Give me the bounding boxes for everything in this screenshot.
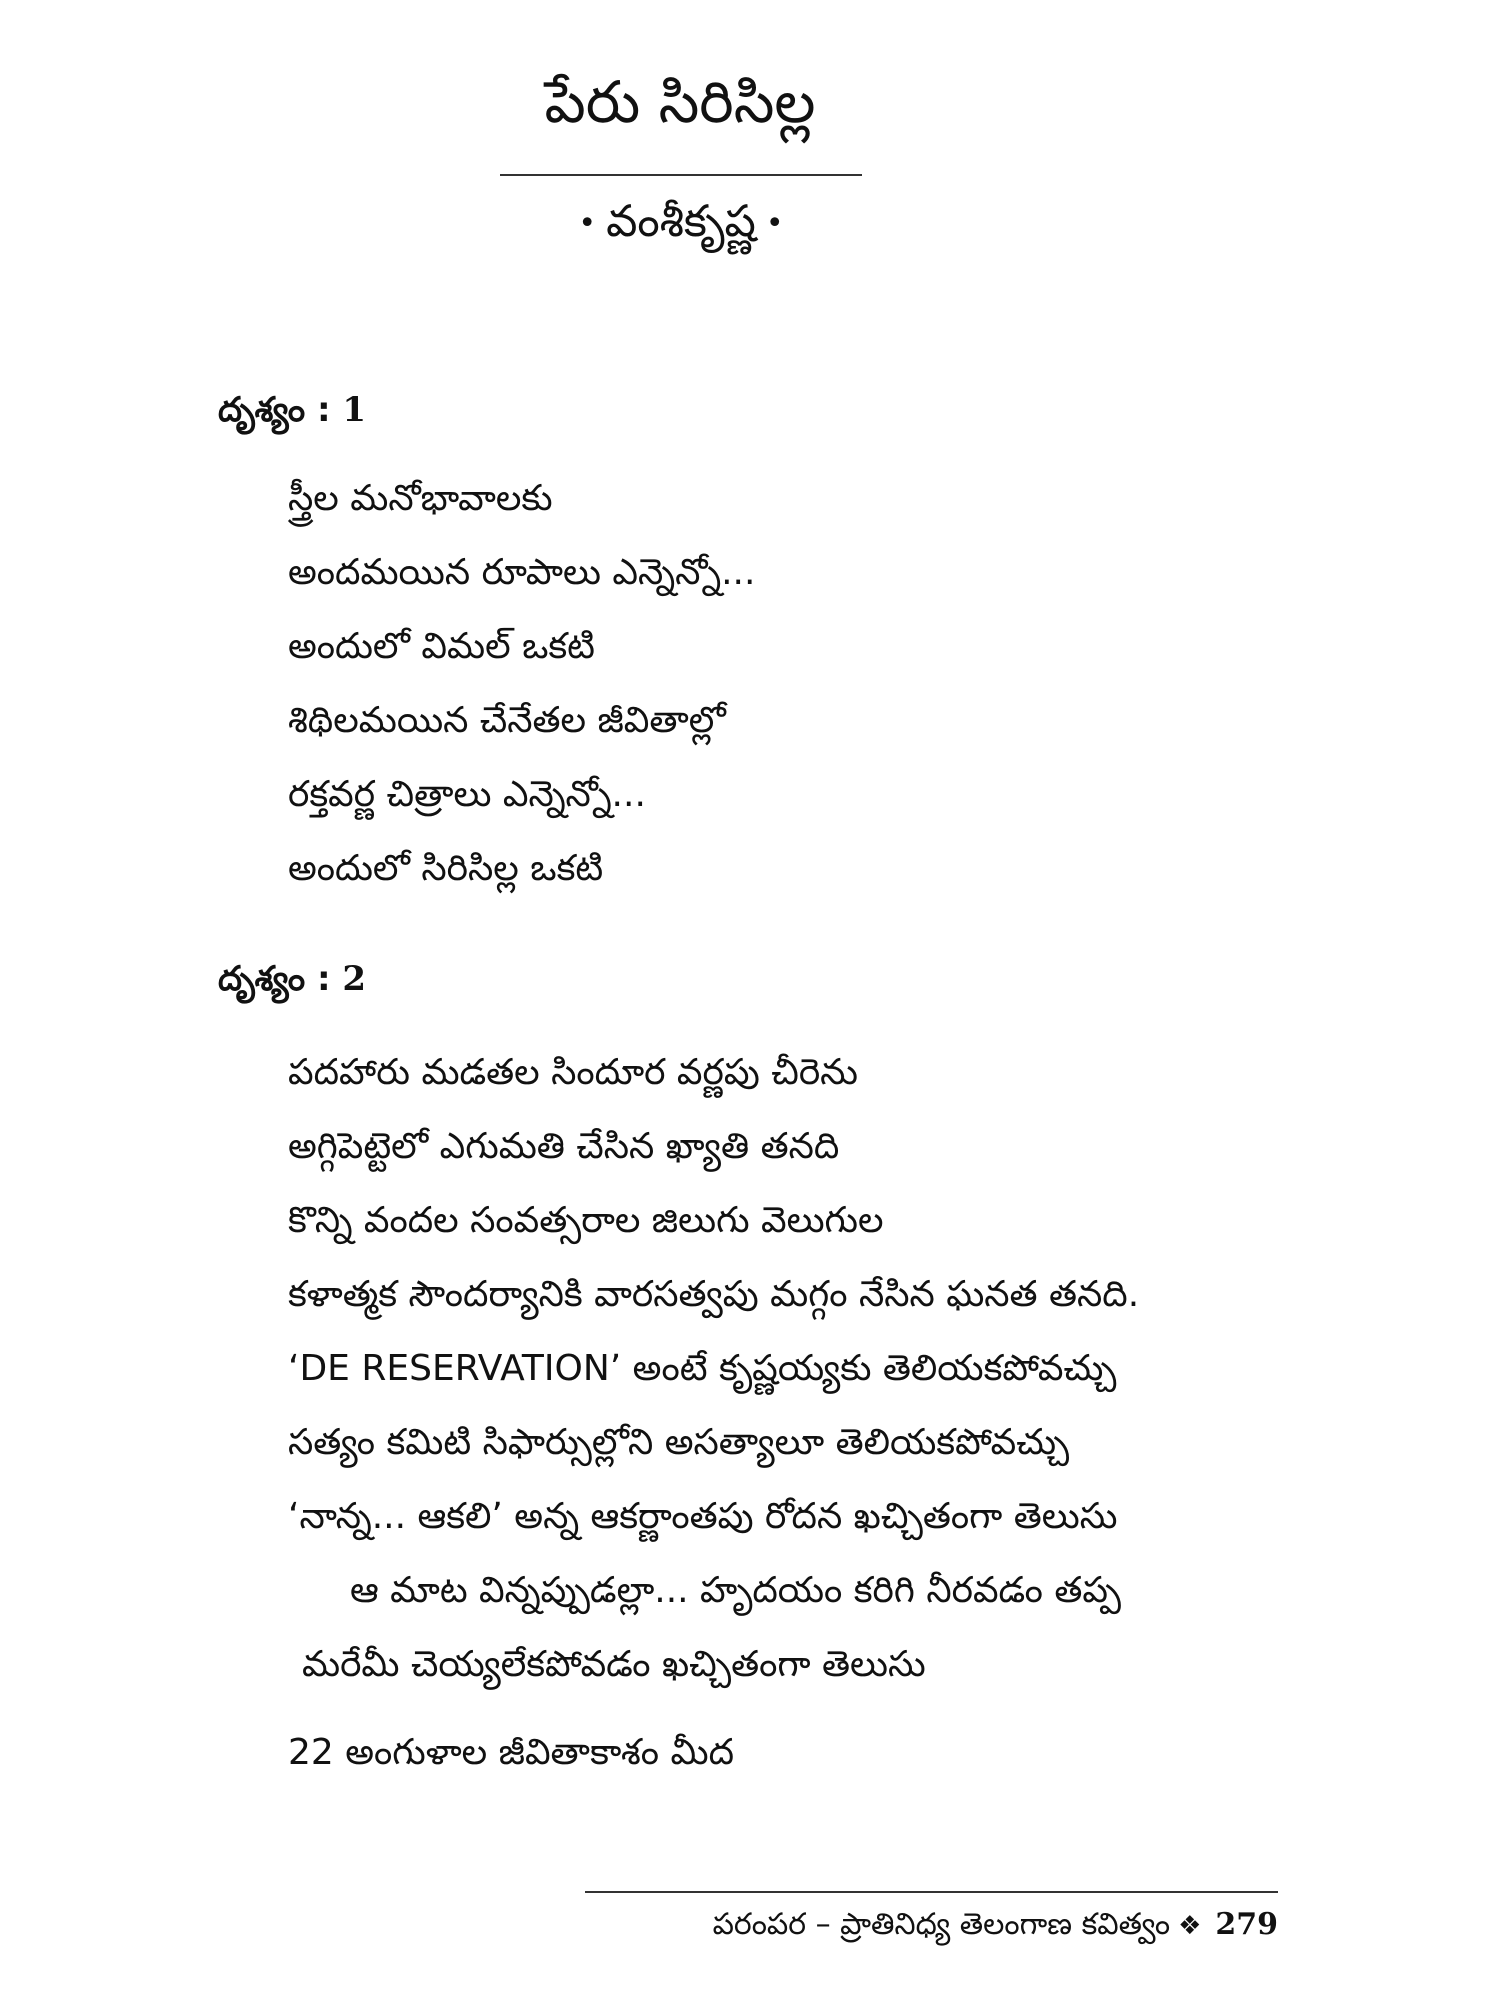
- verse-line: ‘నాన్న... ఆకలి’ అన్న ఆకర్ణాంతపు రోదన ఖచ్చితంగా తెలుసు: [288, 1496, 1118, 1537]
- verse-line: ‘DE RESERVATION’ అంటే కృష్ణయ్యకు తెలియకపోవచ్చు: [288, 1348, 1117, 1389]
- scene-separator: :: [316, 390, 331, 430]
- page-number: 279: [1215, 1907, 1278, 1942]
- scene-label: దృశ్యం: [218, 959, 306, 999]
- verse-line: రక్తవర్ణ చిత్రాలు ఎన్నెన్నో...: [288, 774, 646, 815]
- verse-line: పదహారు మడతల సిందూర వర్ణపు చీరెను: [288, 1052, 858, 1093]
- ornament-icon: ❖: [1178, 1911, 1202, 1941]
- verse-line: మరేమీ చెయ్యలేకపోవడం ఖచ్చితంగా తెలుసు: [302, 1644, 926, 1685]
- scene-1-heading: [218, 386, 366, 434]
- scene-separator: :: [316, 959, 331, 999]
- scene-label: దృశ్యం: [218, 390, 306, 430]
- poem-author: [500, 190, 862, 256]
- verse-line: కళాత్మక సౌందర్యానికి వారసత్వపు మగ్గం నేసిన ఘనత తనది.: [288, 1274, 1140, 1315]
- scene-1-verse: [288, 462, 755, 906]
- poem-title: పేరు సిరిసిల్ల: [544, 68, 816, 136]
- book-title: పరంపర – ప్రాతినిధ్య తెలంగాణ కవిత్వం: [712, 1907, 1171, 1942]
- bullet-left: •: [578, 206, 597, 241]
- verse-line: స్త్రీల మనోభావాలకు: [288, 478, 553, 519]
- verse-line: ఆ మాట విన్నప్పుడల్లా... హృదయం కరిగి నీరవడం తప్ప: [350, 1570, 1121, 1611]
- verse-line: అందులో విమల్ ఒకటి: [288, 626, 595, 667]
- verse-line: సత్యం కమిటి సిఫార్సుల్లోని అసత్యాలూ తెలియకపోవచ్చు: [288, 1422, 1070, 1463]
- title-divider: [500, 174, 862, 176]
- verse-line: శిథిలమయిన చేనేతల జీవితాల్లో: [288, 700, 726, 741]
- footer-divider: [585, 1891, 1278, 1893]
- scene-2-heading: [218, 955, 366, 1003]
- verse-line: అందులో సిరిసిల్ల ఒకటి: [288, 848, 604, 889]
- verse-line: కొన్ని వందల సంవత్సరాల జిలుగు వెలుగుల: [288, 1200, 884, 1241]
- bullet-right: •: [765, 206, 784, 241]
- running-footer: [585, 1902, 1278, 1949]
- verse-line: అగ్గిపెట్టెలో ఎగుమతి చేసిన ఖ్యాతి తనది: [288, 1126, 840, 1167]
- scene-2-verse-continued: [288, 1716, 734, 1790]
- verse-line: 22 అంగుళాల జీవితాకాశం మీద: [288, 1732, 735, 1773]
- verse-line: అందమయిన రూపాలు ఎన్నెన్నో...: [288, 552, 756, 593]
- scene-number: 1: [342, 390, 367, 430]
- scene-number: 2: [342, 959, 367, 999]
- author-name: వంశీకృష్ణ: [606, 196, 756, 247]
- scene-2-verse: [288, 1036, 1139, 1702]
